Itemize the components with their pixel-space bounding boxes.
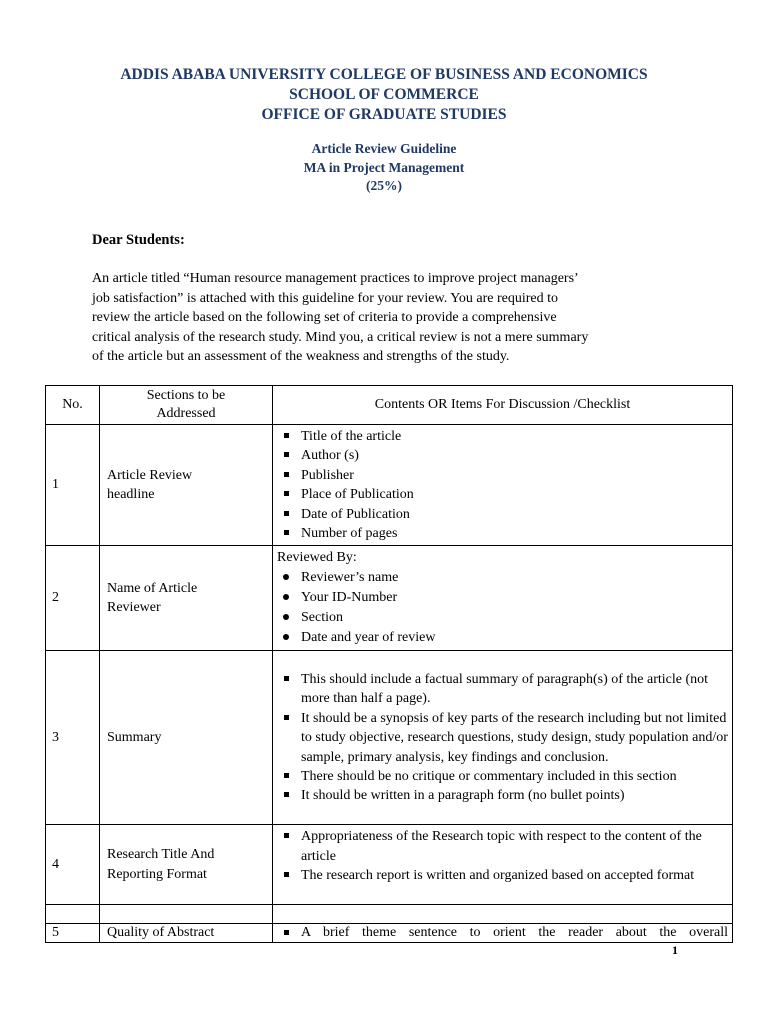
row-contents (273, 924, 733, 943)
intro-line: critical analysis of the research study. Mind you, a critical review is not a mere summary (92, 329, 589, 345)
checklist (277, 568, 728, 648)
intro-line: job satisfaction” is attached with this guideline for your review. You are required to (92, 290, 559, 306)
row-contents (273, 546, 733, 651)
intro-line: review the article based on the following set of criteria to provide a comprehensive (92, 310, 557, 326)
checklist-item: The research report is written and organized based on accepted format (277, 866, 728, 885)
checklist-item: This should include a factual summary of paragraph(s) of the article (not more than half a page). (277, 670, 728, 709)
checklist-item: A brief theme sentence to orient the reader about the overall (277, 924, 728, 942)
checklist (277, 924, 728, 942)
table-row (46, 825, 733, 905)
section-line: Reporting Format (107, 866, 207, 882)
table-header-row (46, 386, 733, 425)
row-number: 5 (46, 924, 100, 943)
section-line: Article Review (107, 467, 193, 483)
row-section (100, 425, 273, 546)
checklist-item: Publisher (277, 466, 728, 485)
checklist (277, 827, 728, 885)
row-number: 3 (46, 651, 100, 825)
row-section (100, 825, 273, 905)
checklist-item: Section (277, 608, 728, 628)
checklist-item: Place of Publication (277, 485, 728, 504)
section-line: Research Title And (107, 847, 215, 863)
document-header (0, 65, 768, 125)
checklist-item: Title of the article (277, 427, 728, 446)
office-name: OFFICE OF GRADUATE STUDIES (261, 106, 507, 123)
section-line: headline (107, 487, 155, 503)
table-row (46, 546, 733, 651)
program-name: MA in Project Management (303, 159, 465, 175)
checklist-item: Reviewer’s name (277, 568, 728, 588)
checklist-item: There should be no critique or commentary included in this section (277, 767, 728, 786)
table-row (46, 425, 733, 546)
row-section: Quality of Abstract (100, 924, 273, 943)
review-criteria-table (45, 385, 733, 943)
checklist-item: Author (s) (277, 446, 728, 465)
intro-paragraph (92, 269, 682, 367)
section-line: Name of Article (107, 580, 198, 596)
header-section-line: Addressed (156, 406, 216, 421)
section-line: Summary (107, 730, 162, 746)
header-section-line: Sections to be (146, 388, 226, 403)
row-contents (273, 425, 733, 546)
header-contents: Contents OR Items For Discussion /Checklist (273, 386, 733, 425)
weight-label: (25%) (366, 178, 402, 193)
document-subheader (0, 140, 768, 196)
salutation: Dear Students: (92, 232, 185, 248)
school-name: SCHOOL OF COMMERCE (289, 86, 479, 103)
reviewed-by-label: Reviewed By: (277, 550, 357, 566)
row-number: 4 (46, 825, 100, 905)
row-number: 2 (46, 546, 100, 651)
row-number: 1 (46, 425, 100, 546)
university-name: ADDIS ABABA UNIVERSITY COLLEGE OF BUSINESS AND ECONOMICS (120, 66, 648, 83)
header-section (100, 386, 273, 425)
table-row (46, 924, 733, 943)
intro-line: An article titled “Human resource management practices to improve project managers’ (92, 271, 579, 286)
checklist-item: Date and year of review (277, 628, 728, 648)
section-line: Reviewer (107, 600, 161, 616)
intro-line: of the article but an assessment of the weakness and strengths of the study. (92, 349, 510, 365)
table-row (46, 905, 733, 924)
row-section (100, 651, 273, 825)
checklist-item: Your ID-Number (277, 588, 728, 608)
checklist-item: Number of pages (277, 524, 728, 543)
checklist (277, 427, 728, 543)
row-contents (273, 651, 733, 825)
table-row (46, 651, 733, 825)
checklist-item: It should be written in a paragraph form (no bullet points) (277, 786, 728, 805)
row-contents (273, 825, 733, 905)
row-section (100, 546, 273, 651)
header-no: No. (46, 386, 100, 425)
page-number: 1 (672, 943, 678, 957)
document-title: Article Review Guideline (311, 141, 457, 156)
checklist-item: Date of Publication (277, 505, 728, 524)
checklist-item: Appropriateness of the Research topic with respect to the content of the article (277, 827, 728, 866)
checklist (277, 670, 728, 806)
checklist-item: It should be a synopsis of key parts of the research including but not limited to study objective, research questions, study design, study population and/or sample, primary analysis, key findings and conclusion. (277, 709, 728, 767)
